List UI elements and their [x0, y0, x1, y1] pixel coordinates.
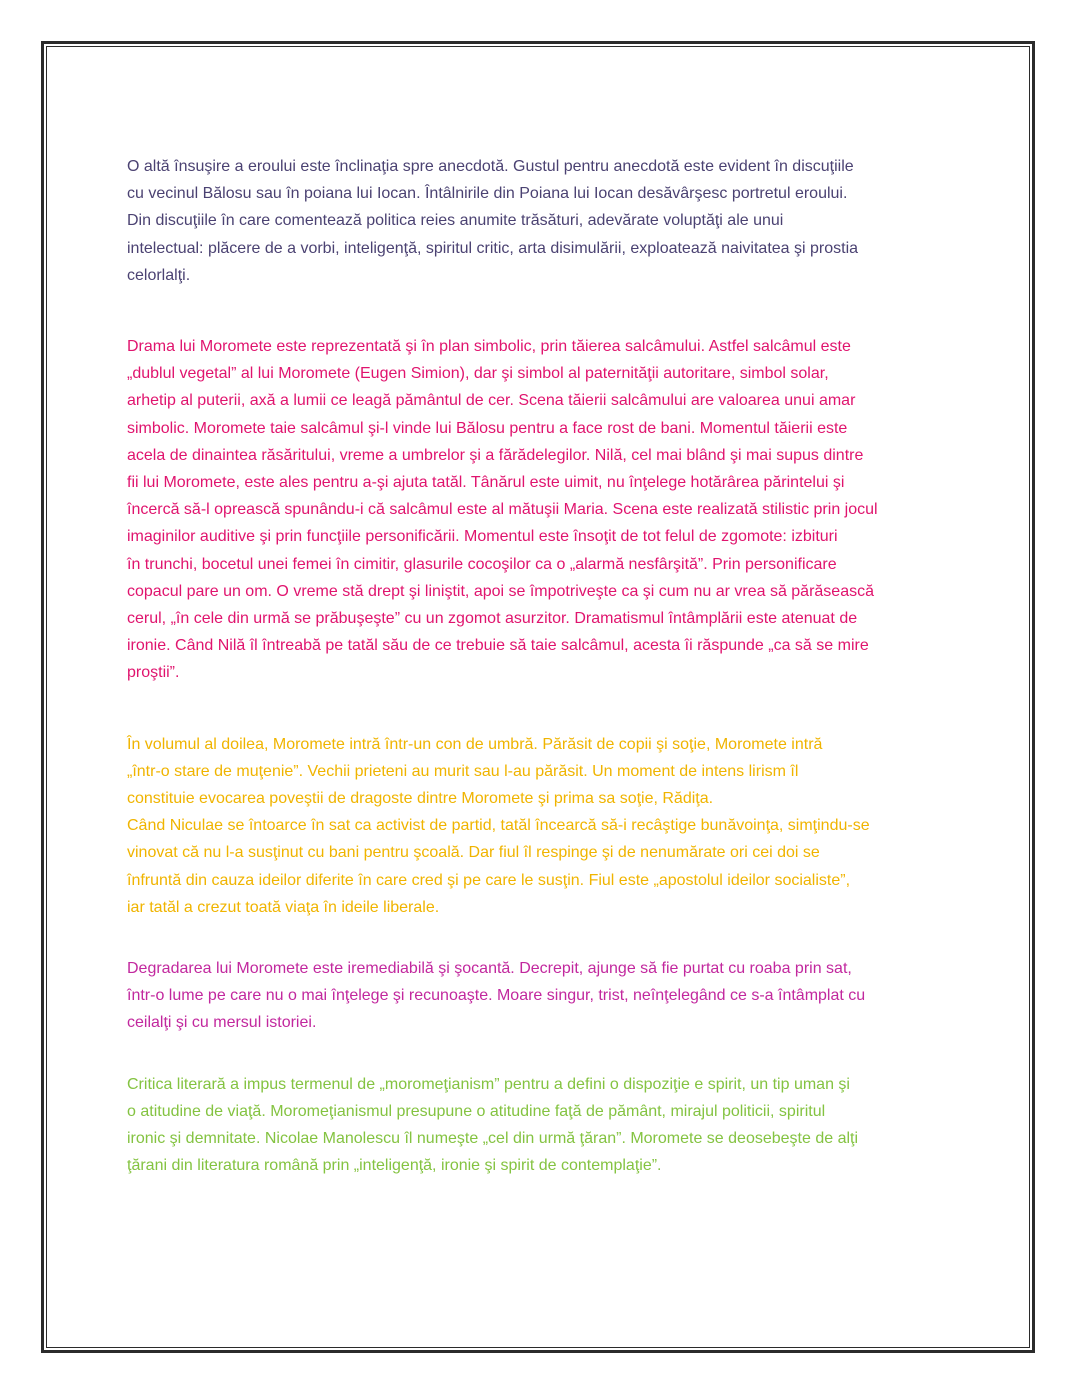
text-line: încercă să-l oprească spunându-i că salcâmul este al mătuşii Maria. Scena este realizată stilistic prin jocul: [127, 501, 878, 519]
text-line: Critica literară a impus termenul de „moromeţianism” pentru a defini o dispoziţie e spirit, un tip uman şi: [127, 1075, 850, 1093]
text-line: „dublul vegetal” al lui Moromete (Eugen Simion), dar şi simbol al paternităţii autoritare, simbol solar,: [127, 365, 829, 383]
text-line: „într-o stare de muţenie”. Vechii prieteni au murit sau l-au părăsit. Un moment de intens lirism îl: [127, 762, 799, 780]
text-line: ironie. Când Nilă îl întreabă pe tatăl său de ce trebuie să taie salcâmul, acesta îi răspunde „ca să se mire: [127, 637, 869, 655]
text-line: iar tatăl a crezut toată viaţa în ideile liberale.: [127, 898, 440, 916]
text-line: proştii”.: [127, 664, 180, 682]
text-line: Drama lui Moromete este reprezentată şi în plan simbolic, prin tăierea salcâmului. Astfel salcâmul este: [127, 338, 851, 356]
paragraph-second-volume: [127, 731, 957, 921]
text-line: O altă însuşire a eroului este înclinaţia spre anecdotă. Gustul pentru anecdotă este evident în discuţiile: [127, 158, 854, 175]
paragraph-acacia-drama: [127, 333, 957, 687]
text-line: cerul, „în cele din urmă se prăbuşeşte” cu un zgomot asurzitor. Dramatismul întâmplării este atenuat de: [127, 610, 858, 628]
text-line: arhetip al puterii, axă a lumii ce leagă pământul de cer. Scena tăierii salcâmului are valoarea unui amar: [127, 392, 856, 410]
text-line: celorlalţi.: [127, 266, 191, 284]
text-line: Degradarea lui Moromete este iremediabilă şi şocantă. Decrepit, ajunge să fie purtat cu roaba prin sat,: [127, 960, 852, 978]
text-line: o atitudine de viaţă. Moromeţianismul presupune o atitudine faţă de pământ, mirajul politicii, spiritul: [127, 1102, 826, 1120]
text-line: În volumul al doilea, Moromete intră într-un con de umbră. Părăsit de copii şi soţie, Moromete intră: [127, 735, 823, 753]
paragraph-degradation: [127, 955, 957, 1037]
text-line: constituie evocarea poveştii de dragoste dintre Moromete şi prima sa soţie, Rădiţa.: [127, 790, 714, 808]
text-line: cu vecinul Bălosu sau în poiana lui Iocan. Întâlnirile din Poiana lui Iocan desăvârşesc portretul eroului.: [127, 185, 848, 203]
text-line: intelectual: plăcere de a vorbi, inteligenţă, spiritul critic, arta disimulării, exploatează naivitatea şi prostia: [127, 239, 859, 257]
paragraph-anecdote: [127, 153, 957, 289]
paragraph-moromețianism: [127, 1071, 957, 1180]
text-line: în trunchi, bocetul unei femei în cimitir, glasurile cocoşilor ca o „alarmă nesfârşită”. Prin personificare: [127, 555, 837, 573]
document-body: [127, 153, 957, 1180]
text-line: Când Niculae se întoarce în sat ca activist de partid, tatăl încearcă să-i recâştige bunăvoinţa, simţindu-se: [127, 817, 870, 835]
text-line: înfruntă din cauza ideilor diferite în care cred şi pe care le susţin. Fiul este „apostolul ideilor socialiste”,: [127, 871, 851, 889]
text-line: ironic şi demnitate. Nicolae Manolescu îl numeşte „cel din urmă ţăran”. Moromete se deosebeşte de alţi: [127, 1130, 859, 1148]
text-line: fii lui Moromete, este ales pentru a-şi ajuta tatăl. Tânărul este uimit, nu înţelege hotărârea părintelui şi: [127, 474, 845, 492]
text-line: simbolic. Moromete taie salcâmul şi-l vinde lui Bălosu pentru a face rost de bani. Momentul tăierii este: [127, 419, 848, 437]
text-line: într-o lume pe care nu o mai înţelege şi recunoaşte. Moare singur, trist, neînţelegând ce s-a întâmplat cu: [127, 987, 866, 1005]
text-line: imaginilor auditive şi prin funcţiile personificării. Momentul este însoţit de tot felul de zgomote: izbituri: [127, 528, 838, 546]
text-line: Din discuţiile în care comentează politica reies anumite trăsături, adevărate voluptăţi ale unui: [127, 212, 784, 230]
text-line: ţărani din literatura română prin „inteligenţă, ironie şi spirit de contemplaţie”.: [127, 1157, 662, 1175]
text-line: copacul pare un om. O vreme stă drept şi liniştit, apoi se împotriveşte ca şi cum nu ar vrea să părăsească: [127, 582, 874, 600]
text-line: acela de dinaintea răsăritului, vreme a umbrelor şi a fărădelegilor. Nilă, cel mai blând şi mai supus dintre: [127, 446, 864, 464]
text-line: ceilalţi şi cu mersul istoriei.: [127, 1014, 317, 1032]
text-line: vinovat că nu l-a susţinut cu bani pentru şcoală. Dar fiul îl respinge şi de nenumărate ori cei doi se: [127, 844, 820, 862]
